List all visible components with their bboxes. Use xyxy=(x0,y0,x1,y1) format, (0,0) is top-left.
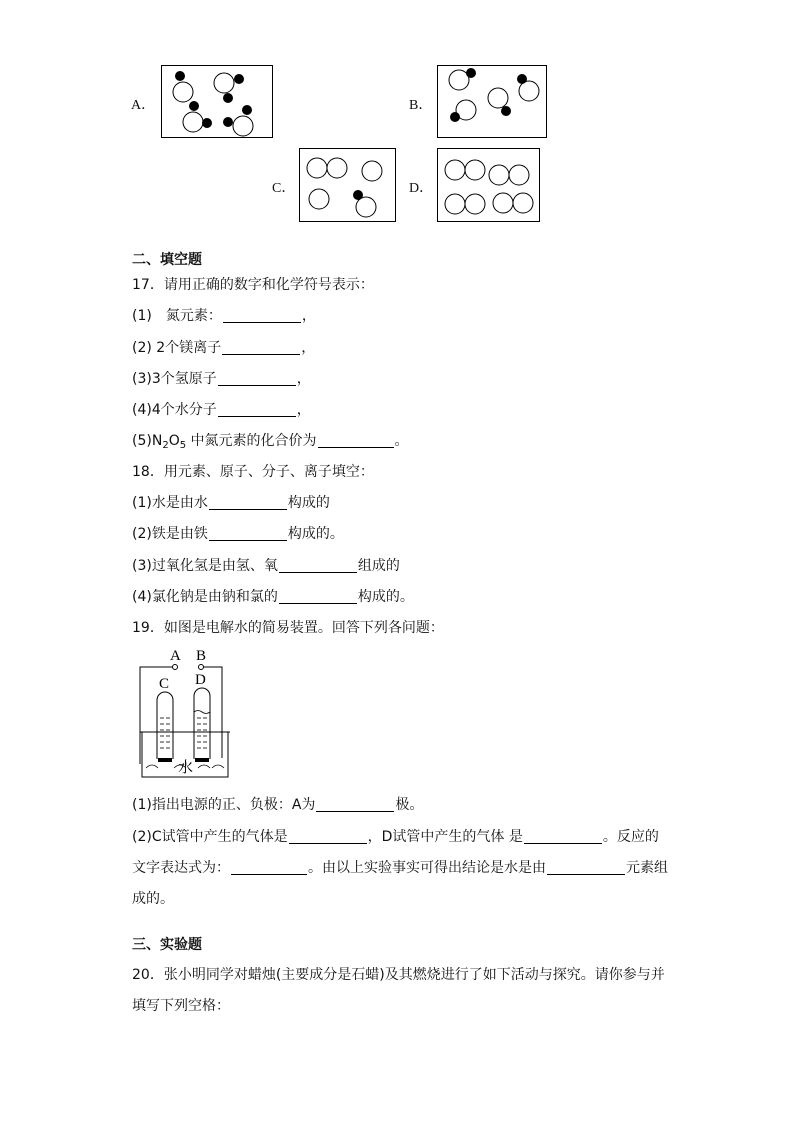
q17-stem: 17．请用正确的数字和化学符号表示： xyxy=(132,277,374,293)
option-a-label: A． xyxy=(131,98,156,113)
answer-blank[interactable] xyxy=(279,558,357,573)
answer-blank[interactable] xyxy=(279,589,357,604)
q20-line1: 20．张小明同学对蜡烛(主要成分是石蜡)及其燃烧进行了如下活动与探究。请你参与并 xyxy=(132,967,665,983)
terminal-b-label: B xyxy=(196,648,207,664)
answer-blank[interactable] xyxy=(209,526,287,541)
q18-part3: (3)过氧化氢是由氢、氧 组成的 xyxy=(132,558,400,574)
q20-line2: 填写下列空格： xyxy=(132,998,230,1014)
answer-blank[interactable] xyxy=(231,860,307,875)
option-a-diagram xyxy=(161,65,274,139)
answer-blank[interactable] xyxy=(223,308,301,323)
q18-stem: 18．用元素、原子、分子、离子填空： xyxy=(132,464,374,480)
q19-part2-line1: (2)C试管中产生的气体是 ，D试管中产生的气体 是 。反应的 xyxy=(132,829,659,845)
option-b-diagram xyxy=(437,65,548,139)
answer-blank[interactable] xyxy=(218,402,296,417)
q18-part4: (4)氯化钠是由钠和氯的 构成的。 xyxy=(132,589,414,605)
tube-d-label: D xyxy=(195,672,206,688)
option-c-diagram xyxy=(299,148,397,223)
electrolysis-apparatus-diagram xyxy=(138,646,234,782)
answer-blank[interactable] xyxy=(209,495,287,510)
option-d-label: D． xyxy=(409,181,434,196)
q19-part2-line3: 成的。 xyxy=(132,891,174,907)
q17-part2: (2) 2个镁离子 ， xyxy=(132,340,316,356)
section-fill-blank-title: 二、填空题 xyxy=(132,252,202,268)
option-c-label: C． xyxy=(272,181,296,196)
answer-blank[interactable] xyxy=(318,433,394,448)
answer-blank[interactable] xyxy=(316,797,394,812)
option-d-diagram xyxy=(437,148,541,223)
q17-part5: $(5)N_2O_5$ 中氮元素的化合价为 。 xyxy=(132,433,409,451)
answer-blank[interactable] xyxy=(547,860,625,875)
q17-part1: (1) 氮元素： ， xyxy=(132,308,316,324)
answer-blank[interactable] xyxy=(218,371,296,386)
q19-part1: (1)指出电源的正、负极：A为 极。 xyxy=(132,797,424,813)
q19-stem: 19．如图是电解水的简易装置。回答下列各问题： xyxy=(132,620,444,636)
q18-part2: (2)铁是由铁 构成的。 xyxy=(132,526,344,542)
q18-part1: (1)水是由水 构成的 xyxy=(132,495,330,511)
q19-part2-line2: 文字表达式为： 。由以上实验事实可得出结论是水是由 元素组 xyxy=(132,860,668,876)
terminal-a-label: A xyxy=(170,648,181,664)
answer-blank[interactable] xyxy=(524,829,602,844)
q17-part3: (3)3个氢原子 ， xyxy=(132,371,311,387)
answer-blank[interactable] xyxy=(289,829,367,844)
option-b-label: B． xyxy=(409,98,433,113)
answer-blank[interactable] xyxy=(222,340,300,355)
water-label: 水 xyxy=(178,760,194,776)
section-experiment-title: 三、实验题 xyxy=(132,937,202,953)
tube-c-label: C xyxy=(159,676,170,692)
q17-part4: (4)4个水分子 ， xyxy=(132,402,311,418)
